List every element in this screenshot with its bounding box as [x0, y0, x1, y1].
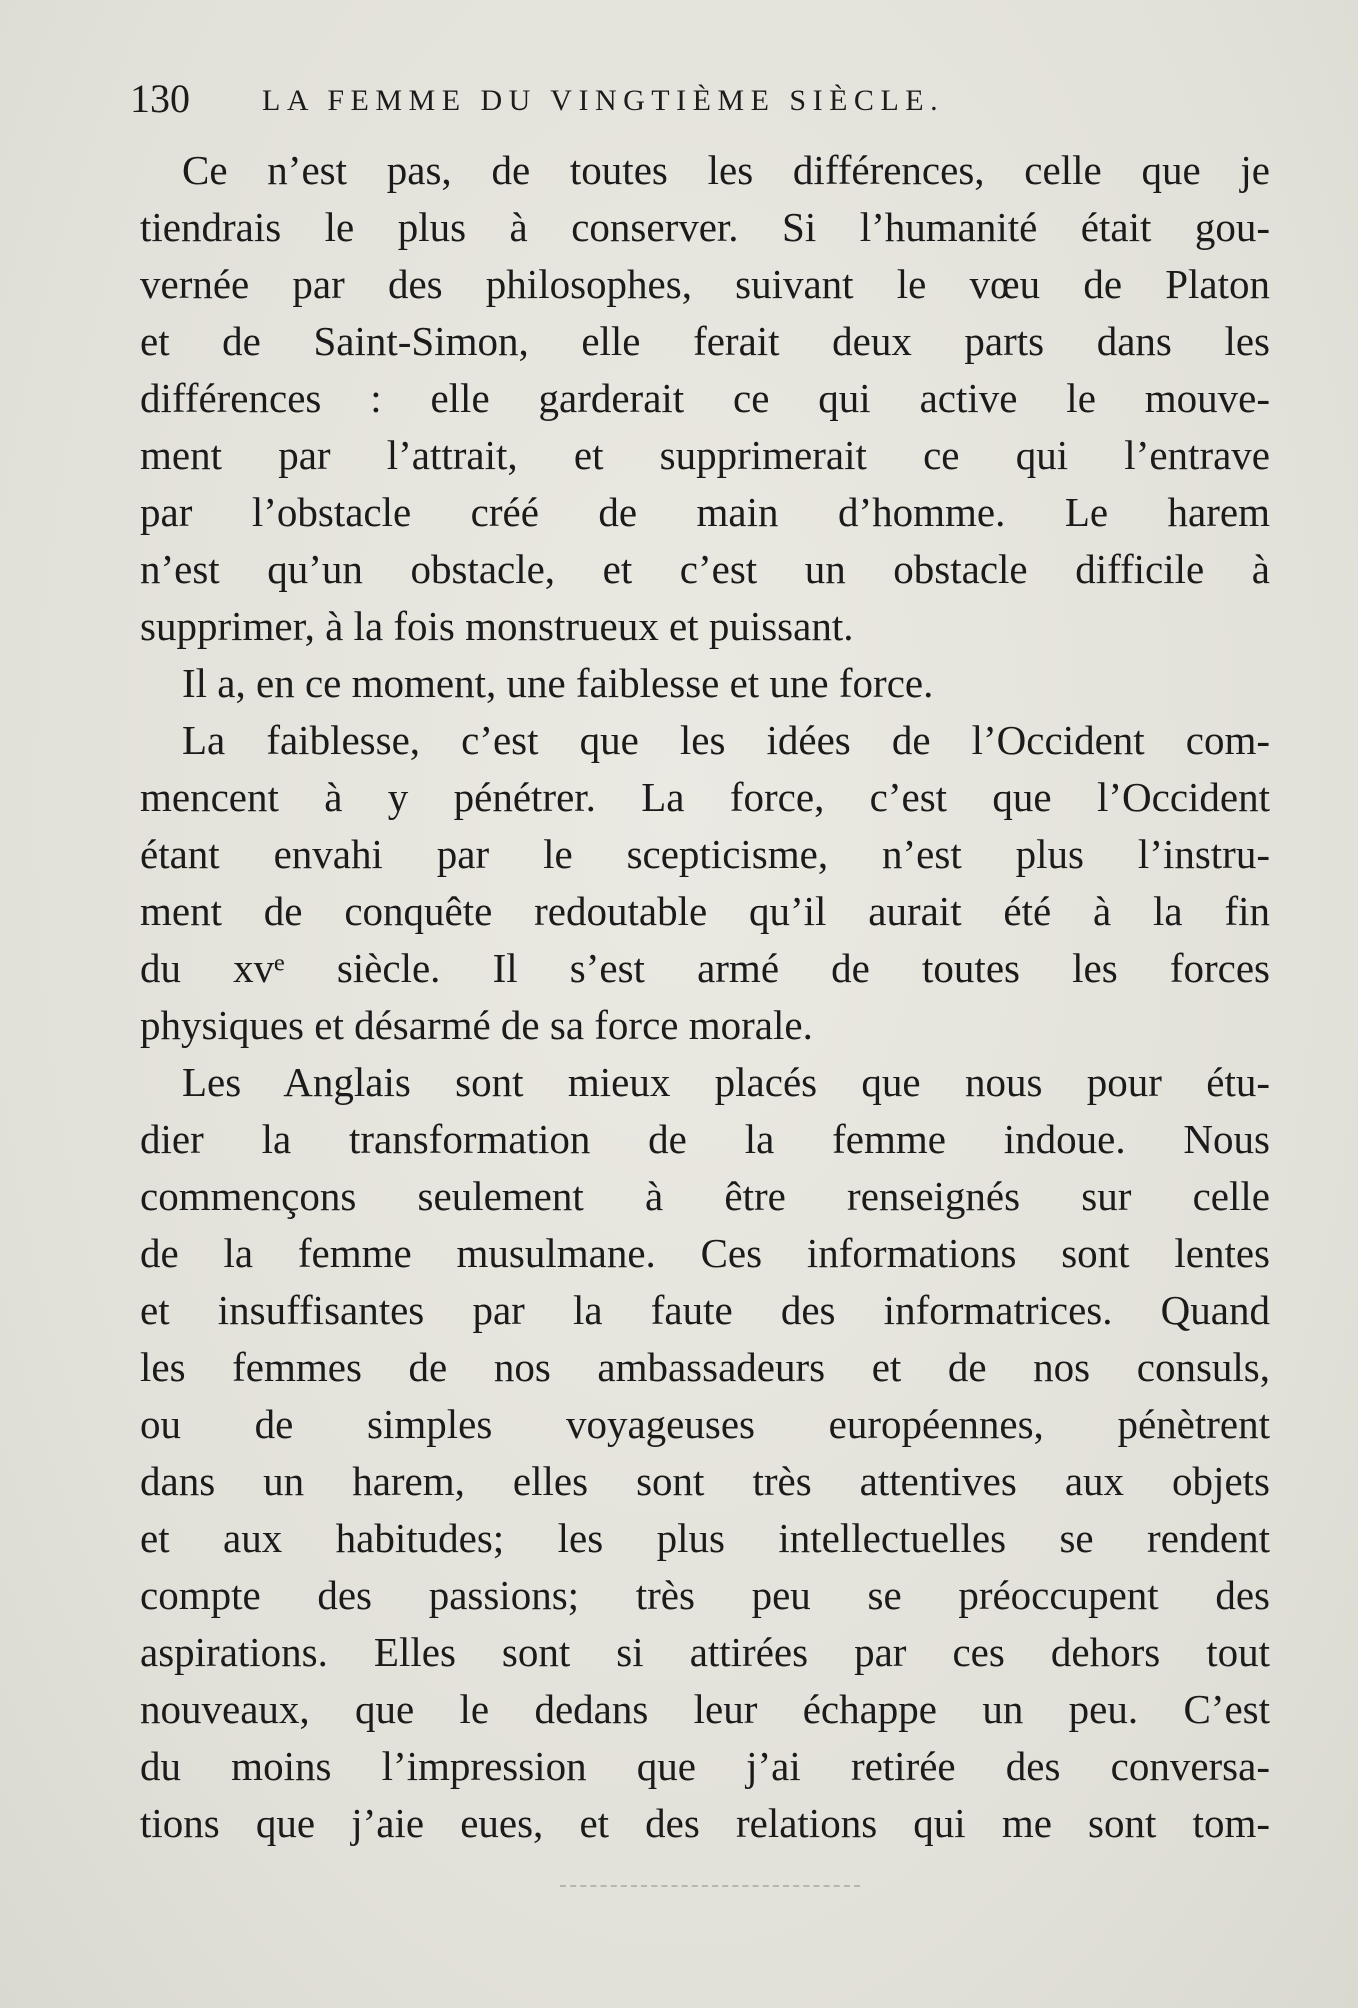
page-header	[130, 74, 1290, 124]
text-line: n’est qu’un obstacle, et c’est un obstacle difficile à	[140, 546, 1270, 592]
text-line: commençons seulement à être renseignés sur celle	[140, 1173, 1270, 1219]
text-line: Il a, en ce moment, une faiblesse et une force.	[182, 660, 934, 706]
text-line: les femmes de nos ambassadeurs et de nos consuls,	[140, 1344, 1270, 1390]
text-line: du xvᵉ siècle. Il s’est armé de toutes les forces	[140, 945, 1270, 991]
text-line: aspirations. Elles sont si attirées par ces dehors tout	[140, 1629, 1270, 1675]
text-line: dans un harem, elles sont très attentives aux objets	[140, 1458, 1270, 1504]
text-line: vernée par des philosophes, suivant le vœu de Platon	[140, 261, 1270, 307]
text-line: du moins l’impression que j’ai retirée des conversa-	[140, 1743, 1270, 1789]
running-title: LA FEMME DU VINGTIÈME SIÈCLE.	[262, 84, 945, 117]
body-text	[140, 142, 1270, 1852]
page-number: 130	[130, 76, 190, 121]
text-line: supprimer, à la fois monstrueux et puissant.	[140, 603, 854, 649]
text-line: dier la transformation de la femme indoue. Nous	[140, 1116, 1270, 1162]
text-line: et insuffisantes par la faute des informatrices. Quand	[140, 1287, 1270, 1333]
text-line: La faiblesse, c’est que les idées de l’Occident com-	[182, 717, 1270, 763]
text-line: ment par l’attrait, et supprimerait ce qui l’entrave	[140, 432, 1270, 478]
text-line: et de Saint-Simon, elle ferait deux parts dans les	[140, 318, 1270, 364]
text-line: tiendrais le plus à conserver. Si l’humanité était gou-	[140, 204, 1270, 250]
text-line: tions que j’aie eues, et des relations qui me sont tom-	[140, 1800, 1270, 1846]
text-line: physiques et désarmé de sa force morale.	[140, 1002, 813, 1048]
text-line: ou de simples voyageuses européennes, pénètrent	[140, 1401, 1270, 1447]
text-line: et aux habitudes; les plus intellectuelles se rendent	[140, 1515, 1270, 1561]
text-line: de la femme musulmane. Ces informations sont lentes	[140, 1230, 1270, 1276]
text-line: par l’obstacle créé de main d’homme. Le harem	[140, 489, 1270, 535]
text-line: étant envahi par le scepticisme, n’est plus l’instru-	[140, 831, 1270, 877]
text-line: Les Anglais sont mieux placés que nous pour étu-	[182, 1059, 1270, 1105]
text-line: mencent à y pénétrer. La force, c’est que l’Occident	[140, 774, 1270, 820]
text-line: ment de conquête redoutable qu’il aurait été à la fin	[140, 888, 1270, 934]
text-line: différences : elle garderait ce qui active le mouve-	[140, 375, 1270, 421]
text-line: nouveaux, que le dedans leur échappe un peu. C’est	[140, 1686, 1270, 1732]
text-line: Ce n’est pas, de toutes les différences, celle que je	[182, 147, 1270, 193]
text-line: compte des passions; très peu se préoccupent des	[140, 1572, 1270, 1618]
bottom-rule	[560, 1885, 860, 1887]
